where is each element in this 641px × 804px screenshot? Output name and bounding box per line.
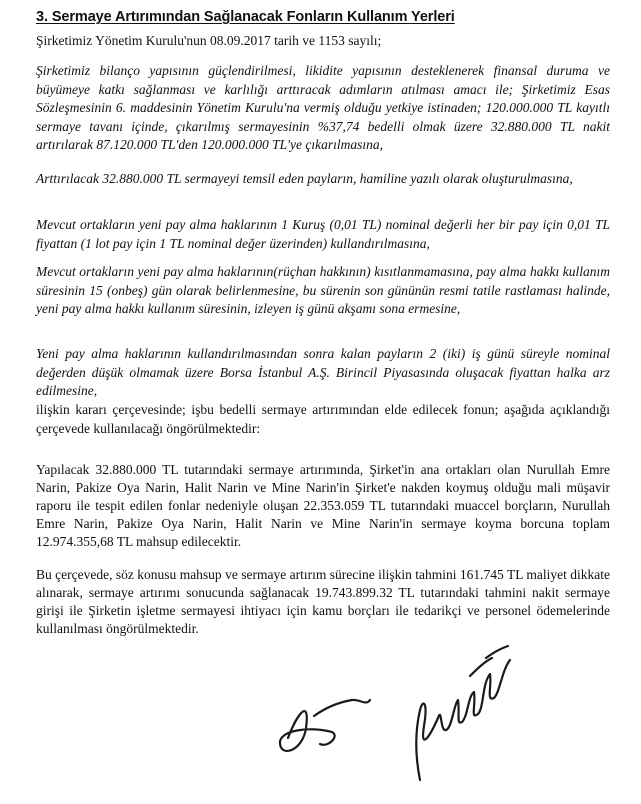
resolution-item: Mevcut ortakların yeni pay alma haklarının(rüçhan hakkının) kısıtlanmamasına, pay alma hakkı kullanım süresinin 15 (onbeş) gün olarak belirlenmesine, bu sürenin son gününün resmi tatile rastlaması halinde, yeni pay alma hakkı kullanım süresinin, izleyen iş günü akşamı sona ermesine, — [36, 264, 610, 316]
section-heading: 3. Sermaye Artırımından Sağlanacak Fonların Kullanım Yerleri — [36, 9, 455, 25]
intro-line: Şirketimiz Yönetim Kurulu'nun 08.09.2017 tarih ve 1153 sayılı; — [36, 33, 382, 48]
resolution-item: Yeni pay alma haklarının kullandırılmasından sonra kalan payların 2 (iki) iş günü süreyle nominal değerden düşük olmamak üzere Borsa İstanbul A.Ş. Birincil Piyasasında oluşacak fiyattan halka arz edilmesine, — [36, 346, 610, 398]
signature-left — [280, 700, 370, 751]
resolution-item: Mevcut ortakların yeni pay alma haklarının 1 Kuruş (0,01 TL) nominal değerli her bir pay için 0,01 TL fiyattan (1 lot pay için 1 TL nominal değer üzerinden) kullandırılmasına, — [36, 217, 610, 251]
framework-paragraph: ilişkin kararı çerçevesinde; işbu bedelli sermaye artırımından elde edilecek fonun; aşağıda açıklandığı çerçevede kullanılacağı öngörülmektedir: — [36, 402, 610, 436]
resolution-item: Arttırılacak 32.880.000 TL sermayeyi temsil eden payların, hamiline yazılı olarak oluşturulmasına, — [36, 171, 573, 186]
resolution-item: Şirketimiz bilanço yapısının güçlendirilmesi, likidite yapısının desteklenerek finansal duruma ve büyümeye katkı sağlanması ve karlılığı arttıracak adımların atılması amacı ile; Şirketimiz Esas Sözleşmesinin 6. maddesinin Yönetim Kurulu'na vermiş olduğu yetkiye istinaden; 120.000.000 TL kayıtlı sermaye tavanı içinde, çıkarılmış sermayesinin %37,74 bedelli olmak üzere 32.880.000 TL nakit artırılarak 87.120.000 TL'den 120.000.000 TL'ye çıkarılmasına, — [36, 63, 610, 152]
signature-right — [416, 646, 510, 780]
handwritten-signatures — [270, 640, 630, 800]
fund-usage-paragraph-2: Bu çerçevede, söz konusu mahsup ve sermaye artırım sürecine ilişkin tahmini 161.745 TL maliyet dikkate alınarak, sermaye artırımı sonucunda sağlanacak 19.743.899.32 TL tutarındaki tahmini nakit sermaye girişi ile Şirketin işletme sermayesi ihtiyacı için kamu borçları ile tedarikçi ve personel ödemelerinde kullanılması öngörülmektedir. — [36, 567, 610, 636]
fund-usage-paragraph: Yapılacak 32.880.000 TL tutarındaki sermaye artırımında, Şirket'in ana ortakları olan Nurullah Emre Narin, Pakize Oya Narin, Halit Narin ve Mine Narin'in Şirket'e nakden koymuş olduğu mali müşavir raporu ile tespit edilen fonlar nedeniyle oluşan 22.353.059 TL tutarındaki muaccel borçların, Nurullah Emre Narin, Pakize Oya Narin, Halit Narin ve Mine Narin'in sermaye koyma borcuna toplam 12.974.355,68 TL mahsup edilecektir. — [36, 462, 610, 549]
